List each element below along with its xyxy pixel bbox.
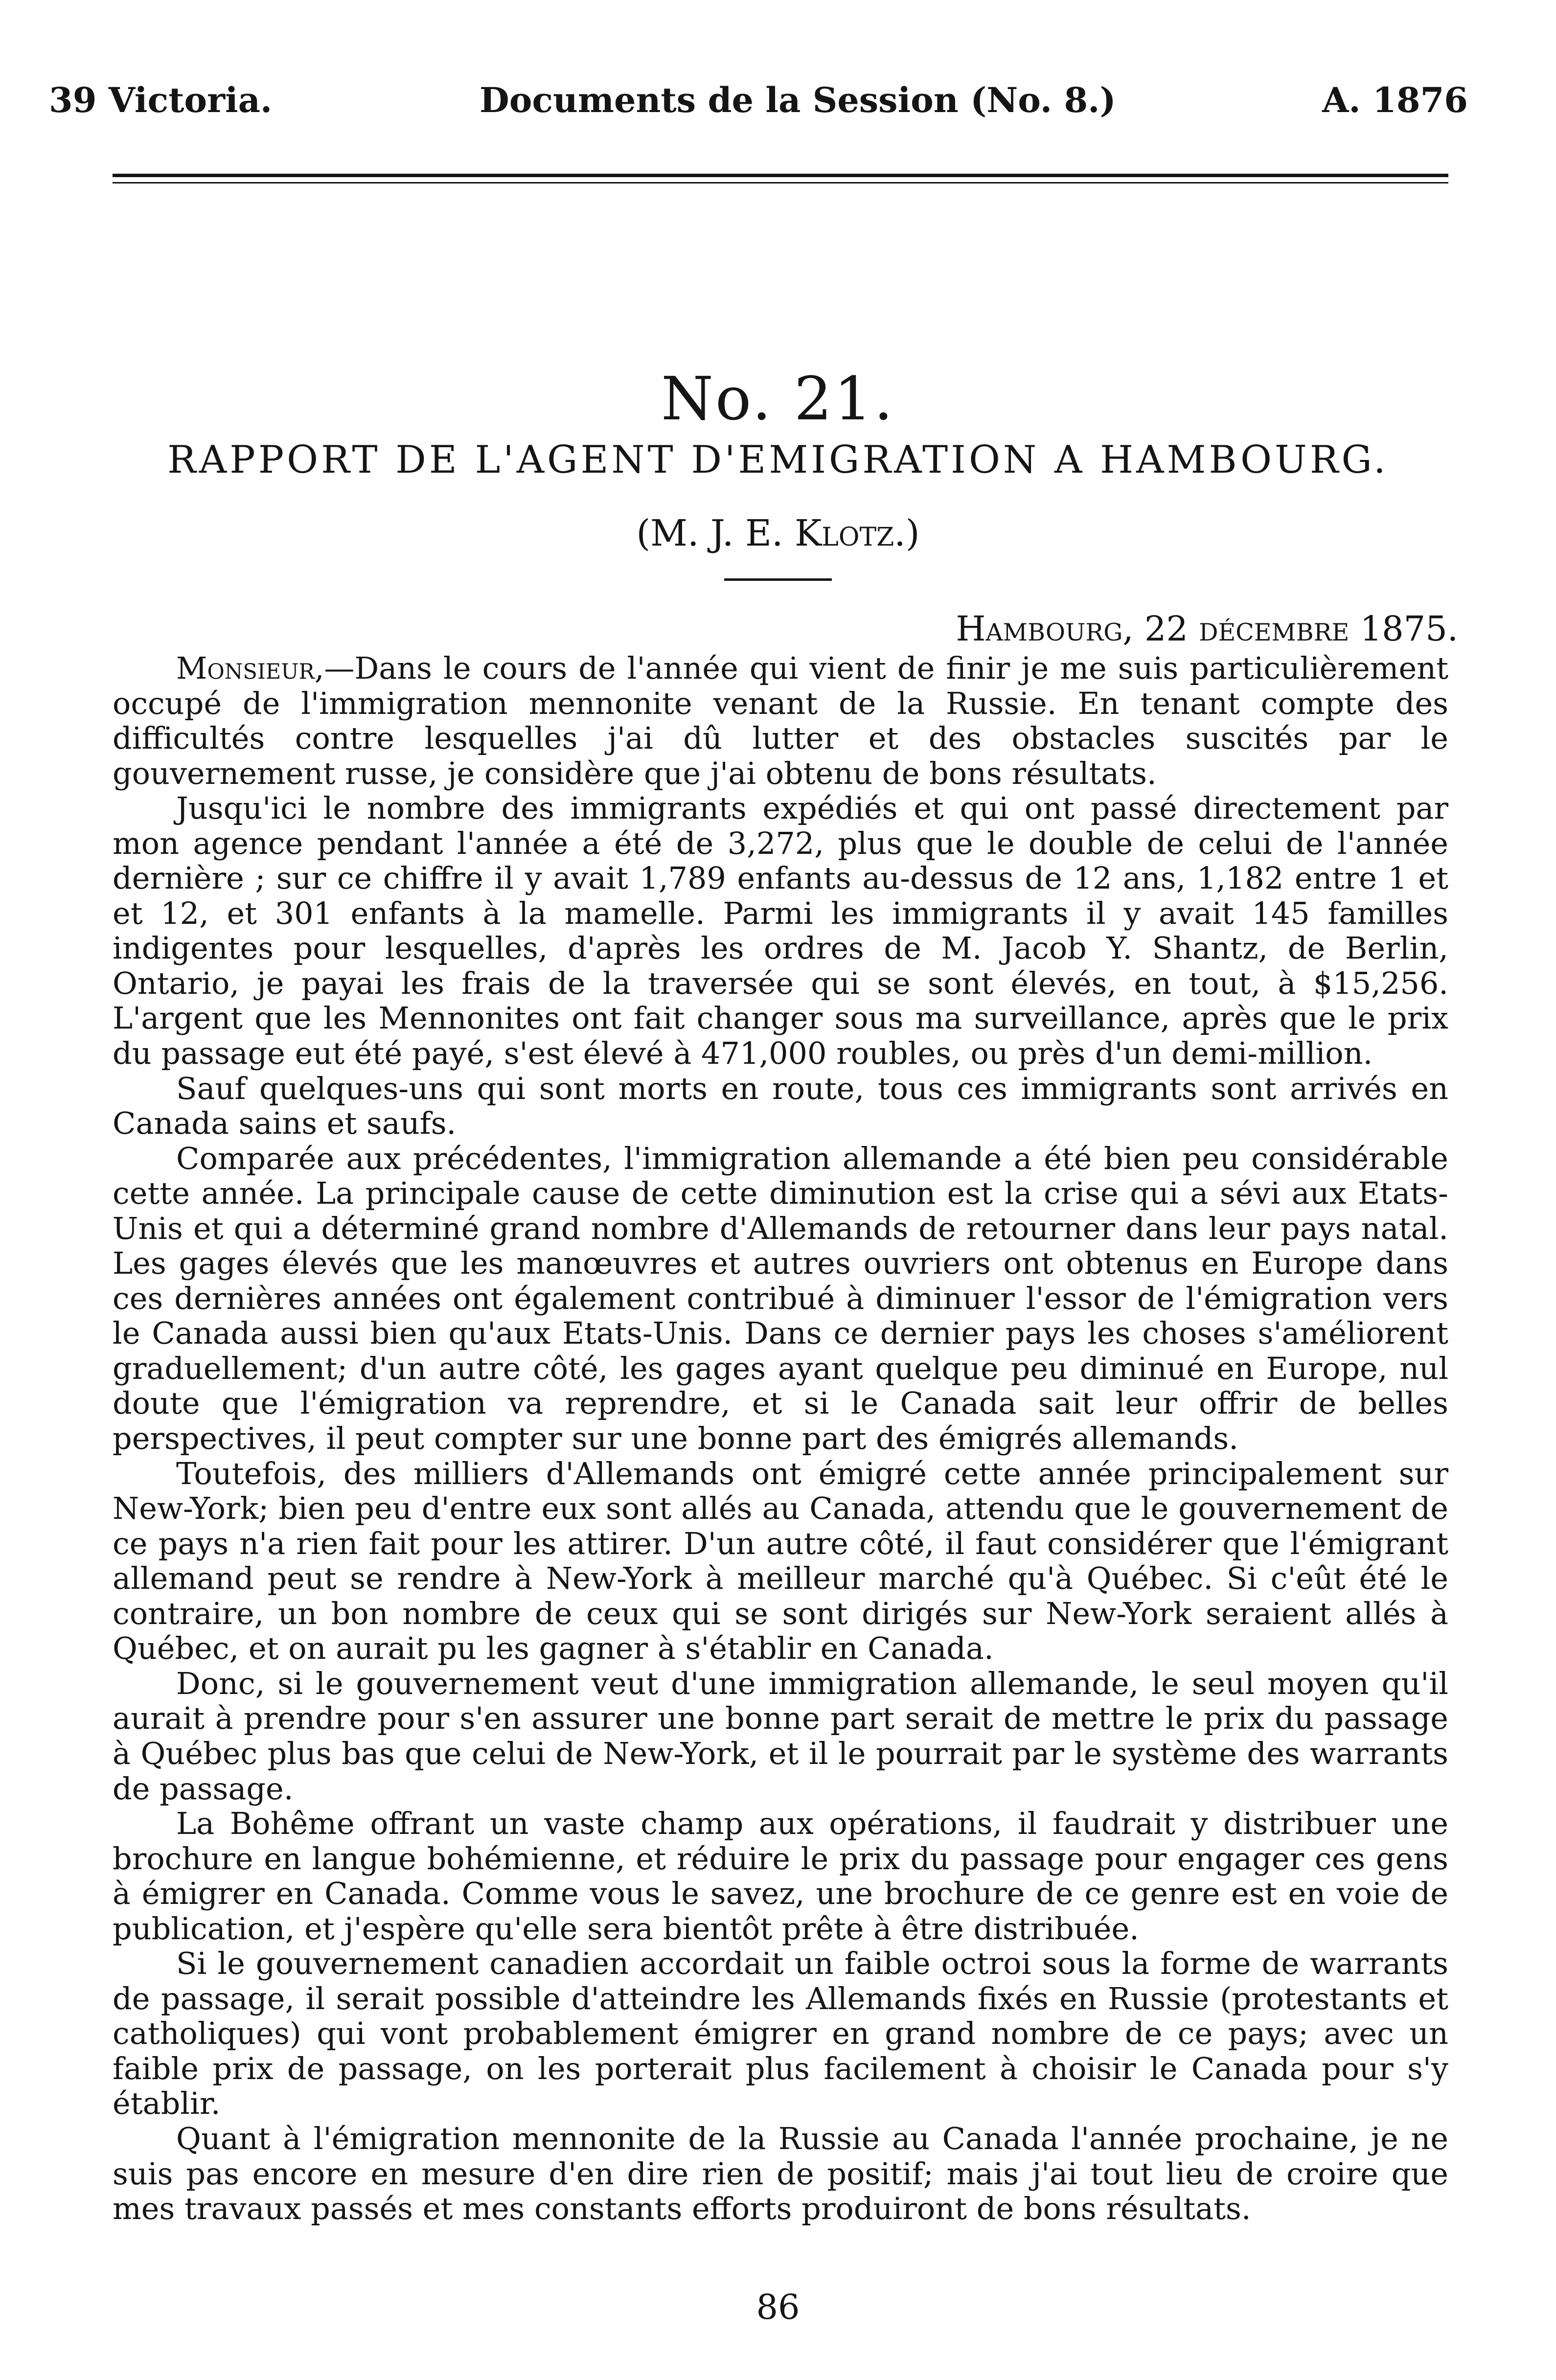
- header-rule-thin: [113, 182, 1448, 183]
- paragraph: Quant à l'émigration mennonite de la Russie au Canada l'année prochaine, je ne suis pas encore en mesure d'en dire rien de positif; mais j'ai tout lieu de croire que mes travaux passés et mes constants efforts produiront de bons résultats.: [113, 2120, 1448, 2227]
- dateline-text: Hambourg, 22 décembre 1875.: [956, 609, 1458, 649]
- document-number: No. 21.: [661, 364, 895, 434]
- paragraph: Si le gouvernement canadien accordait un faible octroi sous la forme de warrants de passage, il serait possible d'atteindre les Allemands fixés en Russie (protestants et catholiques) qui vont probablement émigrer en grand nombre de ce pays; avec un faible prix de passage, on les porterait plus facilement à choisir le Canada pour s'y établir.: [113, 1945, 1448, 2122]
- title-divider: [724, 578, 832, 581]
- running-header: [49, 73, 1468, 127]
- paragraph: Donc, si le gouvernement veut d'une immigration allemande, le seul moyen qu'il aurait à prendre pour s'en assurer une bonne part serait de mettre le prix du passage à Québec plus bas que celui de New-York, et il le pourrait par le système des warrants de passage.: [113, 1665, 1448, 1807]
- paragraph-text: —Dans le cours de l'année qui vient de finir je me suis particulièrement occupé de l'immigration mennonite venant de la Russie. En tenant compte des difficultés contre lesquelles j'ai dû lutter et des obstacles suscités par le gouvernement russe, je considère que j'ai obtenu de bons résultats.: [113, 650, 1448, 791]
- paragraph: Jusqu'ici le nombre des immigrants expédiés et qui ont passé directement par mon agence pendant l'année a été de 3,272, plus que le double de celui de l'année dernière ; sur ce chiffre il y avait 1,789 enfants au-dessus de 12 ans, 1,182 entre 1 et et 12, et 301 enfants à la mamelle. Parmi les immigrants il y avait 145 familles indigentes pour lesquelles, d'après les ordres de M. Jacob Y. Shantz, de Berlin, Ontario, je payai les frais de la traversée qui se sont élevés, en tout, à $15,256. L'argent que les Mennonites ont fait changer sous ma surveillance, après que le prix du passage eut été payé, s'est élevé à 471,000 roubles, ou près d'un demi-million.: [113, 790, 1448, 1072]
- dateline: [956, 602, 1458, 656]
- report-title: RAPPORT DE L'AGENT D'EMIGRATION A HAMBOURG.: [167, 438, 1389, 482]
- paragraph: Comparée aux précédentes, l'immigration allemande a été bien peu considérable cette année. La principale cause de cette diminution est la crise qui a sévi aux Etats-Unis et qui a déterminé grand nombre d'Allemands de retourner dans leur pays natal. Les gages élevés que les manœuvres et autres ouvriers ont obtenus en Europe dans ces dernières années ont également contribué à diminuer l'essor de l'émigration vers le Canada aussi bien qu'aux Etats-Unis. Dans ce dernier pays les choses s'améliorent graduellement; d'un autre côté, les gages ayant quelque peu diminué en Europe, nul doute que l'émigration va reprendre, et si le Canada sait leur offrir de belles perspectives, il peut compter sur une bonne part des émigrés allemands.: [113, 1140, 1448, 1457]
- header-session: Documents de la Session (No. 8.): [480, 80, 1116, 120]
- header-volume: 39 Victoria.: [49, 80, 273, 120]
- report-author: [0, 504, 1556, 563]
- header-year: A. 1876: [1322, 80, 1468, 120]
- salutation: Monsieur,: [176, 650, 324, 686]
- paragraph: Sauf quelques-uns qui sont morts en route, tous ces immigrants sont arrivés en Canada sains et saufs.: [113, 1070, 1448, 1142]
- paragraph: [113, 651, 1448, 791]
- author-name: (M. J. E. Klotz.): [636, 512, 920, 554]
- header-rule-thick: [113, 174, 1448, 177]
- paragraph: Toutefois, des milliers d'Allemands ont émigré cette année principalement sur New-York; bien peu d'entre eux sont allés au Canada, attendu que le gouvernement de ce pays n'a rien fait pour les attirer. D'un autre côté, il faut considérer que l'émigrant allemand peut se rendre à New-York à meilleur marché qu'à Québec. Si c'eût été le contraire, un bon nombre de ceux qui se sont dirigés sur New-York seraient allés à Québec, et on aurait pu les gagner à s'établir en Canada.: [113, 1455, 1448, 1667]
- page-number: 86: [756, 2287, 800, 2327]
- letter-body: [113, 651, 1448, 2226]
- paragraph: La Bohême offrant un vaste champ aux opérations, il faudrait y distribuer une brochure en langue bohémienne, et réduire le prix du passage pour engager ces gens à émigrer en Canada. Comme vous le savez, une brochure de ce genre est en voie de publication, et j'espère qu'elle sera bientôt prête à être distribuée.: [113, 1806, 1448, 1946]
